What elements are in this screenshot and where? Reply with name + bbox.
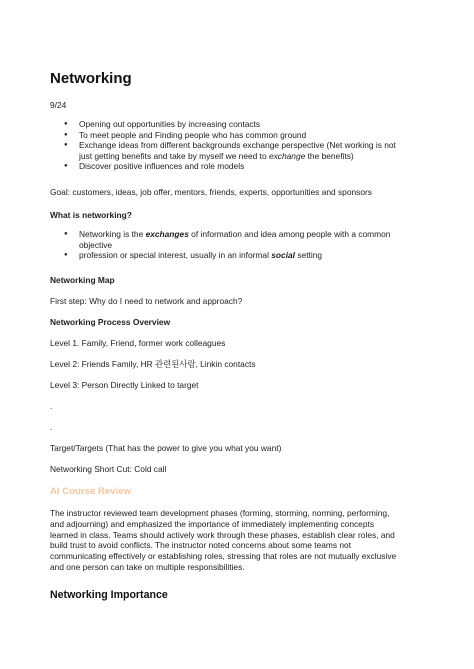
paragraph-line: and adjourning) and emphasized the importance of immediately implementing concepts <box>50 518 375 529</box>
date-text: 9/24 <box>50 100 67 110</box>
ai-review-paragraph <box>50 508 422 573</box>
list-item <box>64 229 390 250</box>
list-item-text: just getting benefits and take by myself we need to <box>79 150 269 161</box>
ellipsis-dot: . <box>50 422 53 432</box>
list-item-text: Exchange ideas from different backgrounds exchange perspective (Net working is not <box>79 140 396 151</box>
paragraph-line: and one person can take on multiple responsibilities. <box>50 561 245 572</box>
paragraph-line: The instructor reviewed team development phases (forming, storming, norming, performing, <box>50 508 390 518</box>
ellipsis-dot: . <box>50 401 53 411</box>
list-item <box>64 140 396 161</box>
paragraph-line: communicating effectively or establishing roles, stressing that roles are not mutually exclusive <box>50 551 397 562</box>
what-is-networking-heading: What is networking? <box>50 210 132 220</box>
level-3-text: Level 3: Person Directly Linked to target <box>50 380 199 390</box>
list-item-text: objective <box>79 239 113 250</box>
list-item-text: Opening out opportunities by increasing contacts <box>79 119 261 129</box>
list-item <box>64 119 396 130</box>
networking-map-heading: Networking Map <box>50 275 115 285</box>
level-1-text: Level 1. Family, Friend, former work colleagues <box>50 338 226 348</box>
process-overview-heading: Networking Process Overview <box>50 317 171 327</box>
list-item <box>64 130 396 141</box>
page-title: Networking <box>50 70 132 87</box>
list-item-text: profession or special interest, usually in an informal <box>79 250 272 261</box>
list-item-text: Discover positive influences and role models <box>79 161 245 172</box>
emphasis-text: social <box>271 250 296 261</box>
list-item-text: Networking is the <box>79 229 146 239</box>
ai-course-review-heading: AI Course Review <box>50 486 132 497</box>
list-item-text: To meet people and Finding people who has common ground <box>79 129 307 140</box>
emphasis-text: exchanges <box>145 229 189 239</box>
paragraph-line: build trust to avoid conflicts. The instructor noted concerns about some teams not <box>50 540 352 551</box>
emphasis-text: exchange <box>268 150 306 161</box>
paragraph-line: learned in class. Teams should actively work through these phases, establish clear roles, and <box>50 529 395 540</box>
first-step-text: First step: Why do I need to network and approach? <box>50 296 243 306</box>
target-text: Target/Targets (That has the power to give you what you want) <box>50 443 282 453</box>
list-item <box>64 161 396 172</box>
purpose-bullet-list <box>64 119 396 172</box>
level-2-text: Level 2: Friends Family, HR 관련된사람, Linkin contacts <box>50 359 256 369</box>
goal-text: Goal: customers, ideas, job offer, mentors, friends, experts, opportunities and sponsors <box>50 187 372 197</box>
short-cut-text: Networking Short Cut: Cold call <box>50 464 167 474</box>
list-item-text: the benefits) <box>305 150 354 161</box>
list-item <box>64 250 390 261</box>
list-item-text: setting <box>295 250 323 261</box>
definition-bullet-list <box>64 229 390 261</box>
networking-importance-heading: Networking Importance <box>50 589 168 601</box>
list-item-text: of information and idea among people with a common <box>188 229 391 239</box>
